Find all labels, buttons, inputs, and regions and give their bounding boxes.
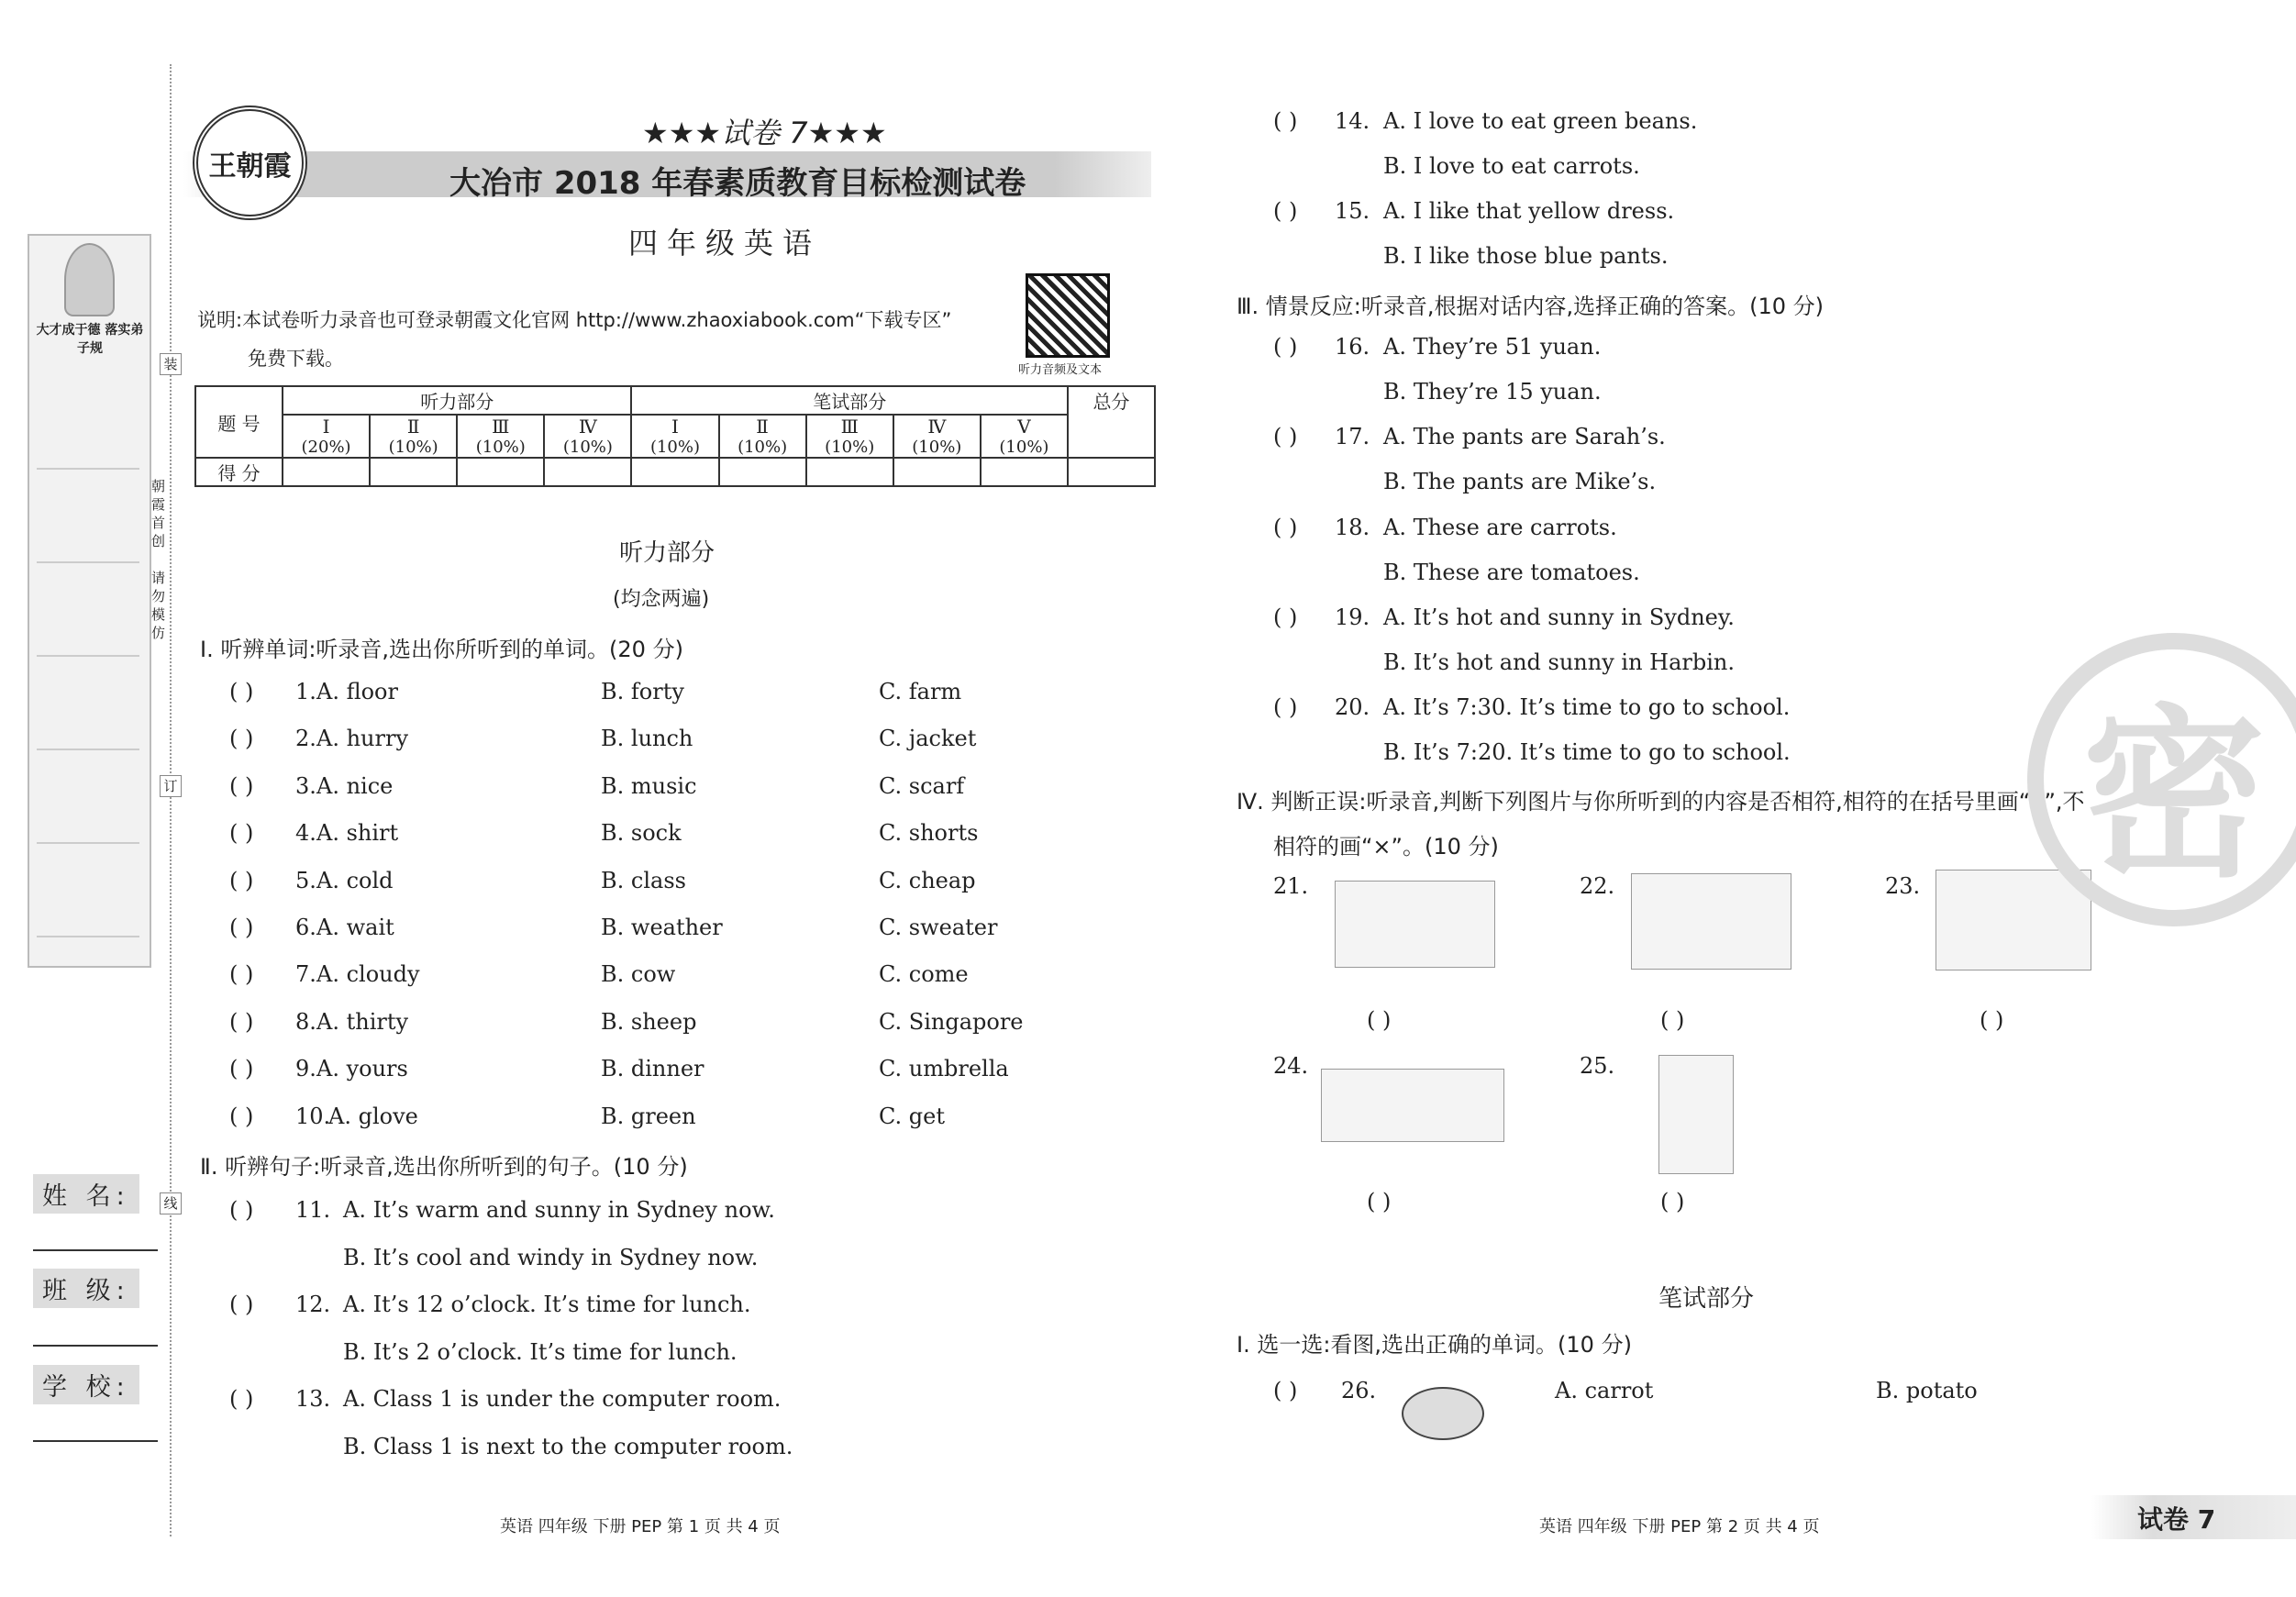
- part-percent: (10%): [825, 438, 875, 457]
- part-number: Ⅱ: [756, 416, 769, 438]
- option-b: B. I love to eat carrots.: [1383, 153, 1640, 179]
- option-c: C. jacket: [879, 726, 977, 752]
- answer-paren[interactable]: ( ): [1273, 604, 1298, 630]
- option-a: A. They’re 51 yuan.: [1383, 334, 1602, 360]
- score-cell[interactable]: [457, 458, 544, 486]
- fold-word: 装: [160, 353, 182, 375]
- section-2-heading: Ⅱ. 听辨句子:听录音,选出你所听到的句子。(10 分): [200, 1154, 688, 1180]
- question-number: 6.: [295, 915, 316, 940]
- option-c: C. sweater: [879, 915, 998, 940]
- picture-number: 22.: [1580, 873, 1615, 899]
- part-cell: [893, 415, 981, 458]
- option-a: A. hurry: [316, 726, 409, 752]
- answer-paren[interactable]: ( ): [1980, 1007, 2004, 1033]
- picture-number: 21.: [1273, 873, 1309, 899]
- score-cell[interactable]: [544, 458, 631, 486]
- part-cell: [370, 415, 457, 458]
- answer-paren[interactable]: ( ): [229, 1008, 254, 1035]
- listening-sub: (均念两遍): [613, 588, 710, 611]
- option-a: A. carrot: [1555, 1378, 1654, 1403]
- question-number: 16.: [1335, 334, 1370, 360]
- option-c: C. cheap: [879, 867, 976, 893]
- option-c: C. come: [879, 961, 969, 988]
- part-percent: (10%): [912, 438, 962, 457]
- section-4-heading-line1: Ⅳ. 判断正误:听录音,判断下列图片与你所听到的内容是否相符,相符的在括号里画“√”,不: [1237, 789, 2085, 815]
- option-b: B. It’s 2 o’clock. It’s time for lunch.: [343, 1339, 738, 1365]
- option-a: A. wait: [316, 915, 394, 940]
- instructions-note: [197, 301, 1004, 378]
- score-header-written: 笔试部分: [631, 386, 1068, 415]
- secret-seal-watermark: 密: [2027, 633, 2296, 926]
- class-field[interactable]: [33, 1345, 158, 1347]
- option-a: A. It’s hot and sunny in Sydney.: [1383, 604, 1735, 630]
- answer-paren[interactable]: ( ): [229, 1056, 254, 1082]
- answer-paren[interactable]: ( ): [229, 1197, 254, 1223]
- answer-paren[interactable]: ( ): [1273, 1378, 1298, 1403]
- question-number: 12.: [295, 1292, 331, 1317]
- option-b: B. It’s 7:20. It’s time to go to school.: [1383, 739, 1791, 766]
- answer-paren[interactable]: ( ): [229, 915, 254, 940]
- option-a: A. cloudy: [316, 961, 420, 988]
- fold-word: 线: [160, 1192, 182, 1214]
- question-number: 1.: [295, 679, 316, 704]
- question-number: 17.: [1335, 424, 1370, 450]
- question-number: 10.: [295, 1103, 331, 1129]
- option-b: B. sock: [601, 820, 682, 847]
- option-b: B. potato: [1876, 1378, 1978, 1403]
- answer-paren[interactable]: ( ): [1660, 1189, 1685, 1214]
- dinner-clock-picture: [1631, 873, 1791, 970]
- written-title: 笔试部分: [1658, 1285, 1755, 1313]
- qr-caption: 听力音频及文本: [1018, 363, 1103, 377]
- question-number: 14.: [1335, 108, 1370, 134]
- option-b: B. lunch: [601, 726, 693, 752]
- vertical-note: 请勿模仿: [151, 570, 166, 641]
- note-line: 说明:本试卷听力录音也可登录朝霞文化官网 http://www.zhaoxiabook.com“下载专区”: [197, 309, 952, 331]
- score-header-listening: 听力部分: [283, 386, 631, 415]
- answer-paren[interactable]: ( ): [1273, 108, 1298, 134]
- part-percent: (10%): [999, 438, 1049, 457]
- answer-paren[interactable]: ( ): [229, 1292, 254, 1317]
- option-b: B. They’re 15 yuan.: [1383, 379, 1602, 405]
- answer-paren[interactable]: ( ): [229, 820, 254, 847]
- part-number: Ⅰ: [671, 416, 679, 438]
- question-number: 13.: [295, 1386, 331, 1412]
- potato-picture: [1402, 1387, 1484, 1440]
- option-a: A. I love to eat green beans.: [1383, 108, 1698, 134]
- part-cell: [719, 415, 806, 458]
- option-b: B. These are tomatoes.: [1383, 559, 1640, 585]
- option-a: A. nice: [316, 772, 394, 799]
- question-number: 4.: [295, 820, 316, 847]
- exam-number: ★★★试卷 7★★★: [642, 116, 887, 150]
- answer-paren[interactable]: ( ): [1273, 514, 1298, 540]
- part-percent: (10%): [649, 438, 701, 457]
- score-cell[interactable]: [283, 458, 370, 486]
- section-4-heading-line2: 相符的画“×”。(10 分): [1273, 834, 1499, 859]
- answer-paren[interactable]: ( ): [1367, 1189, 1392, 1214]
- option-a: A. The pants are Sarah’s.: [1383, 424, 1666, 450]
- listening-title: 听力部分: [619, 539, 715, 567]
- name-field[interactable]: [33, 1249, 158, 1251]
- part-cell: [283, 415, 370, 458]
- score-header-item: 题 号: [195, 386, 283, 458]
- part-cell: [806, 415, 893, 458]
- picture-number: 24.: [1273, 1053, 1309, 1079]
- part-percent: (10%): [475, 438, 526, 457]
- option-b: B. cow: [601, 961, 676, 988]
- score-cell[interactable]: [719, 458, 806, 486]
- part-number: Ⅳ: [578, 416, 597, 438]
- motto-text-block: [37, 376, 139, 963]
- option-a: A. It’s warm and sunny in Sydney now.: [343, 1197, 775, 1223]
- part-number: Ⅰ: [322, 416, 330, 438]
- score-cell[interactable]: [1068, 458, 1155, 486]
- motto-top: 大才成于德 落实弟子规: [36, 323, 144, 356]
- option-b: B. class: [601, 867, 686, 893]
- written-section-1-heading: Ⅰ. 选一选:看图,选出正确的单词。(10 分): [1237, 1332, 1632, 1358]
- option-b: B. The pants are Mike’s.: [1383, 469, 1657, 495]
- answer-paren[interactable]: ( ): [1273, 694, 1298, 721]
- fold-word: 订: [160, 775, 182, 797]
- option-a: A. I like that yellow dress.: [1383, 198, 1675, 224]
- option-c: C. shorts: [879, 820, 979, 847]
- option-c: C. farm: [879, 679, 962, 704]
- option-b: B. It’s cool and windy in Sydney now.: [343, 1245, 759, 1270]
- question-number: 20.: [1335, 694, 1370, 721]
- option-a: A. thirty: [316, 1008, 409, 1035]
- score-cell[interactable]: [806, 458, 893, 486]
- option-c: C. umbrella: [879, 1056, 1009, 1082]
- hens-picture: [1321, 1069, 1504, 1142]
- part-number: Ⅳ: [927, 416, 947, 438]
- answer-paren[interactable]: ( ): [1367, 1007, 1392, 1033]
- part-number: Ⅲ: [840, 416, 859, 438]
- school-field[interactable]: [33, 1440, 158, 1442]
- part-percent: (10%): [388, 438, 438, 457]
- option-a: A. floor: [316, 679, 398, 704]
- option-a: A. cold: [316, 867, 394, 893]
- option-c: C. get: [879, 1103, 945, 1129]
- note-line: 免费下载。: [248, 348, 344, 370]
- name-label: 姓 名:: [33, 1174, 139, 1214]
- page-footer: 英语 四年级 下册 PEP 第 2 页 共 4 页: [1539, 1517, 1820, 1536]
- page-title: 大冶市 2018 年春素质教育目标检测试卷: [449, 165, 1026, 202]
- score-header-total: 总分: [1068, 386, 1155, 458]
- option-c: C. scarf: [879, 772, 965, 799]
- playground-picture: [1335, 881, 1495, 968]
- class-label: 班 级:: [33, 1269, 139, 1308]
- question-number: 18.: [1335, 514, 1370, 540]
- score-cell[interactable]: [981, 458, 1068, 486]
- part-number: Ⅴ: [1017, 416, 1031, 438]
- answer-paren[interactable]: ( ): [1273, 334, 1298, 360]
- part-cell: [631, 415, 718, 458]
- question-number: 8.: [295, 1008, 316, 1035]
- option-c: C. Singapore: [879, 1008, 1024, 1035]
- answer-paren[interactable]: ( ): [229, 679, 254, 704]
- answer-paren[interactable]: ( ): [229, 726, 254, 752]
- motto-figure-icon: [64, 243, 115, 316]
- score-table: [194, 385, 1156, 487]
- section-1-heading: Ⅰ. 听辨单词:听录音,选出你所听到的单词。(20 分): [200, 637, 683, 662]
- option-b: B. green: [601, 1103, 696, 1129]
- score-cell[interactable]: [631, 458, 718, 486]
- answer-paren[interactable]: ( ): [229, 1386, 254, 1412]
- option-a: A. yours: [316, 1056, 408, 1082]
- fold-line: [170, 64, 172, 1536]
- part-cell: [981, 415, 1068, 458]
- part-number: Ⅲ: [492, 416, 510, 438]
- question-number: 7.: [295, 961, 316, 988]
- coat-picture: [1658, 1055, 1734, 1174]
- vertical-note: 朝霞首创: [151, 478, 166, 549]
- score-cell[interactable]: [370, 458, 457, 486]
- option-b: B. It’s hot and sunny in Harbin.: [1383, 649, 1736, 675]
- question-number: 3.: [295, 772, 316, 799]
- school-label: 学 校:: [33, 1365, 139, 1404]
- question-number: 11.: [295, 1197, 331, 1223]
- question-number: 26.: [1341, 1378, 1377, 1403]
- score-label: 得 分: [195, 458, 283, 486]
- score-cell[interactable]: [893, 458, 981, 486]
- answer-paren[interactable]: ( ): [229, 961, 254, 988]
- option-a: A. shirt: [316, 820, 399, 847]
- question-number: 5.: [295, 867, 316, 893]
- option-b: B. weather: [601, 915, 723, 940]
- cold-snow-picture: [1936, 870, 2091, 970]
- page-footer: 英语 四年级 下册 PEP 第 1 页 共 4 页: [500, 1517, 781, 1536]
- answer-paren[interactable]: ( ): [1273, 424, 1298, 450]
- answer-paren[interactable]: ( ): [1273, 198, 1298, 224]
- part-percent: (10%): [738, 438, 788, 457]
- part-number: Ⅱ: [406, 416, 420, 438]
- part-percent: (10%): [562, 438, 613, 457]
- publisher-logo: 王朝霞: [193, 105, 307, 220]
- picture-number: 25.: [1580, 1053, 1615, 1079]
- answer-paren[interactable]: ( ): [229, 772, 254, 799]
- picture-number: 23.: [1885, 873, 1921, 899]
- page-subtitle: 四年级英语: [628, 226, 822, 261]
- part-percent: (20%): [301, 438, 351, 457]
- question-number: 2.: [295, 726, 316, 752]
- option-b: B. music: [601, 772, 697, 799]
- part-cell: [544, 415, 631, 458]
- option-b: B. dinner: [601, 1056, 704, 1082]
- answer-paren[interactable]: ( ): [229, 1103, 254, 1129]
- option-b: B. I like those blue pants.: [1383, 243, 1669, 269]
- answer-paren[interactable]: ( ): [1660, 1007, 1685, 1033]
- part-cell: [457, 415, 544, 458]
- corner-label: 试卷 7: [2137, 1504, 2216, 1535]
- question-number: 9.: [295, 1056, 316, 1082]
- option-b: B. sheep: [601, 1008, 697, 1035]
- option-a: A. It’s 7:30. It’s time to go to school.: [1383, 694, 1791, 721]
- question-number: 15.: [1335, 198, 1370, 224]
- option-a: A. Class 1 is under the computer room.: [343, 1386, 782, 1412]
- answer-paren[interactable]: ( ): [229, 867, 254, 893]
- question-number: 19.: [1335, 604, 1370, 630]
- option-a: A. glove: [328, 1103, 418, 1129]
- option-b: B. Class 1 is next to the computer room.: [343, 1434, 793, 1459]
- qr-code-icon[interactable]: [1026, 273, 1110, 358]
- option-a: A. These are carrots.: [1383, 514, 1617, 540]
- section-3-heading: Ⅲ. 情景反应:听录音,根据对话内容,选择正确的答案。(10 分): [1237, 294, 1825, 319]
- option-a: A. It’s 12 o’clock. It’s time for lunch.: [343, 1292, 751, 1317]
- option-b: B. forty: [601, 679, 684, 704]
